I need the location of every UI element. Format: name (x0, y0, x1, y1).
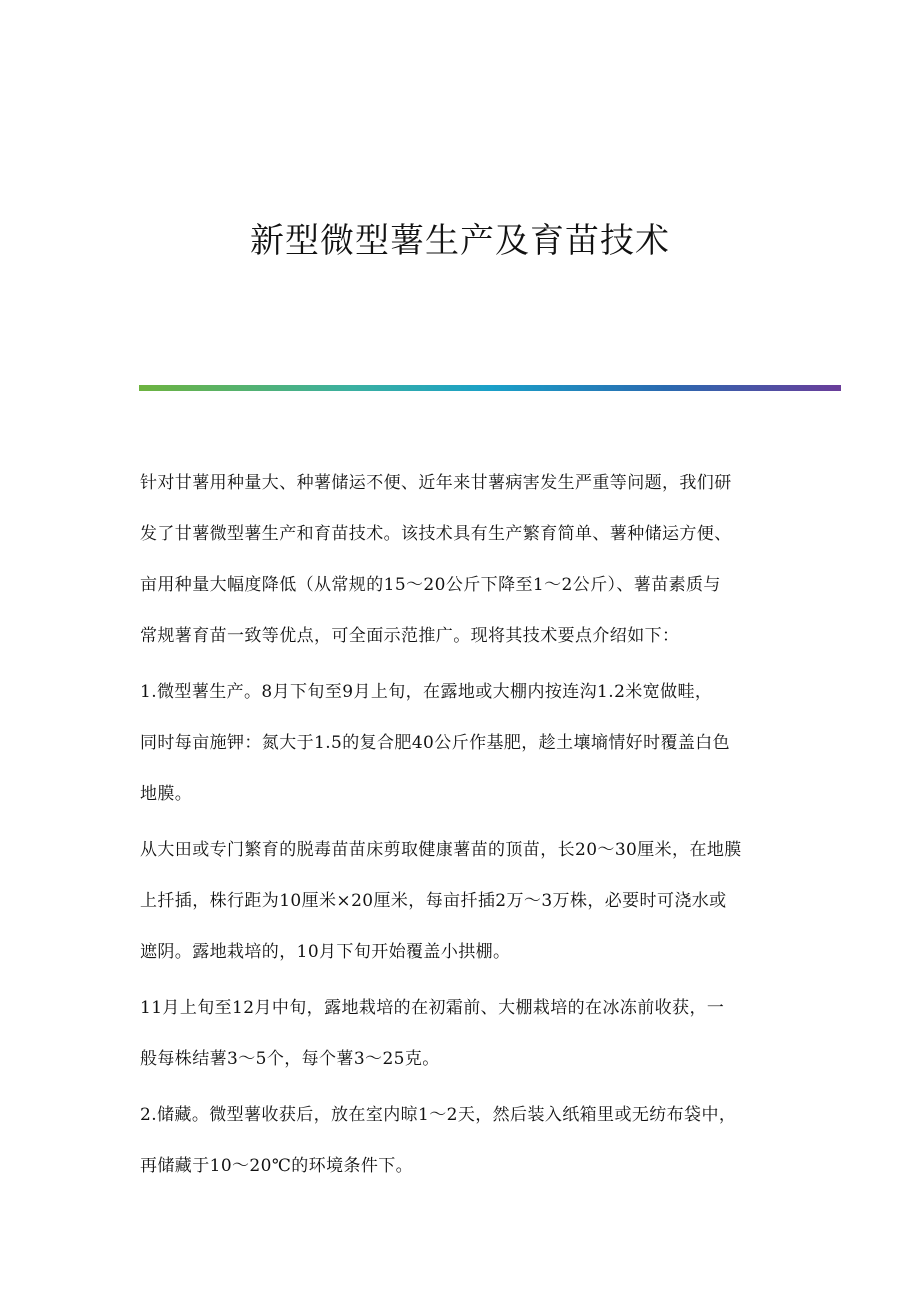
title-divider (139, 385, 841, 391)
document-body (140, 458, 785, 1197)
paragraph-storage: 2.储藏。微型薯收获后，放在室内晾1～2天，然后装入纸箱里或无纺布袋中， 再储藏于10～20℃的环境条件下。 (140, 1105, 737, 1176)
paragraph-intro: 针对甘薯用种量大、种薯储运不便、近年来甘薯病害发生严重等问题，我们研 发了甘薯微型薯生产和育苗技术。该技术具有生产繁育简单、薯种储运方便、 亩用种量大幅度降低（从常规的15～20公斤下降至1～2公斤）、薯苗素质与 常规薯育苗一致等优点，可全面示范推广。现将其技术要点介绍如下： (140, 473, 732, 646)
paragraph-harvest: 11月上旬至12月中旬，露地栽培的在初霜前、大棚栽培的在冰冻前收获，一 般每株结薯3～5个，每个薯3～25克。 (140, 998, 725, 1069)
paragraph-cutting: 从大田或专门繁育的脱毒苗苗床剪取健康薯苗的顶苗，长20～30厘米，在地膜 上扦插，株行距为10厘米×20厘米，每亩扦插2万～3万株，必要时可浇水或 遮阴。露地栽培的，10月下旬开始覆盖小拱棚。 (140, 840, 742, 962)
document-title: 新型微型薯生产及育苗技术 (250, 221, 670, 261)
paragraph-production: 1.微型薯生产。8月下旬至9月上旬，在露地或大棚内按连沟1.2米宽做畦， 同时每亩施钾：氮大于1.5的复合肥40公斤作基肥，趁土壤墒情好时覆盖白色 地膜。 (140, 682, 731, 804)
